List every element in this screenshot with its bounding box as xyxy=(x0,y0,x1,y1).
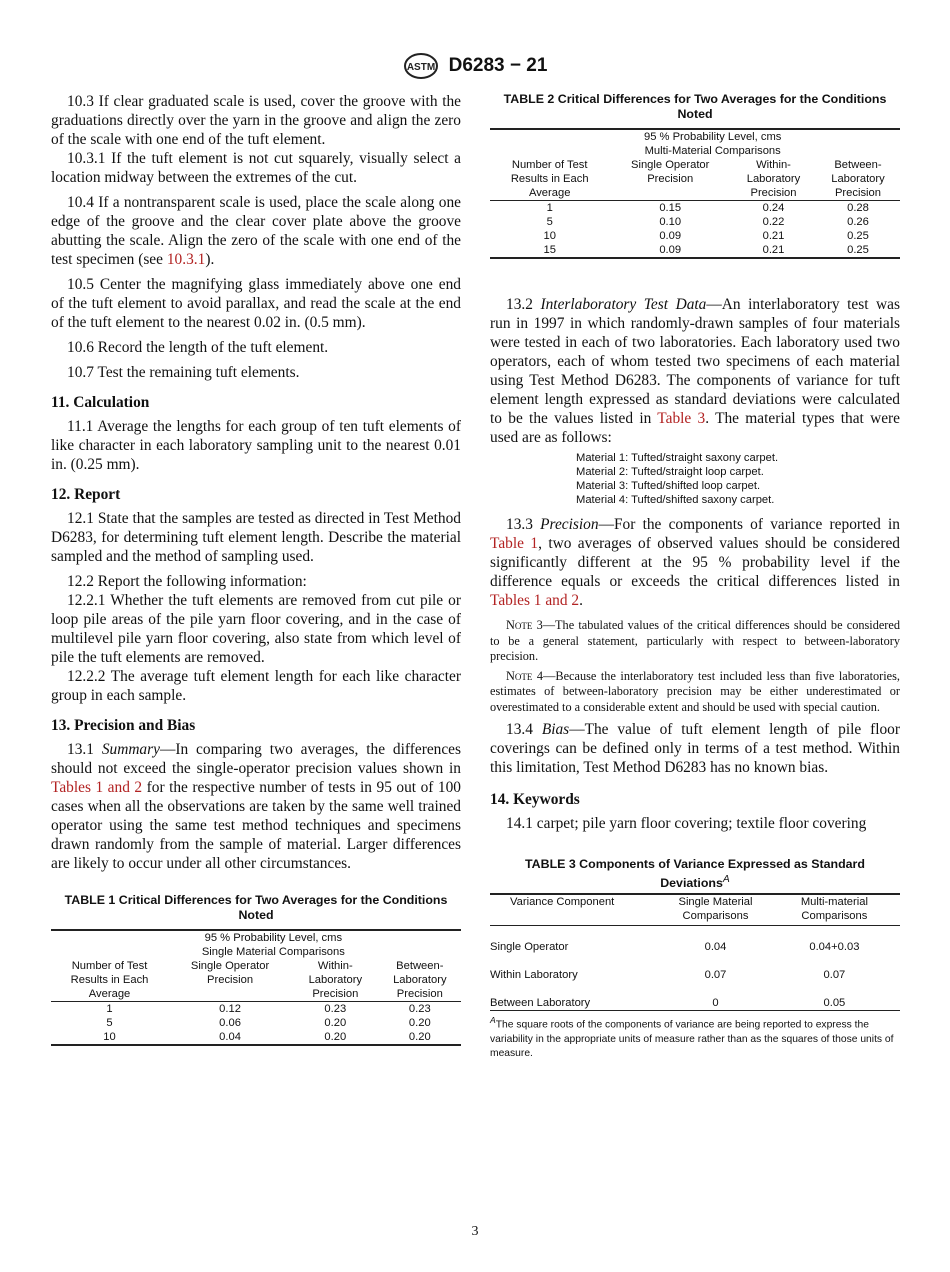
table-row: Between Laboratory 0 0.05 xyxy=(490,997,846,1010)
tables-link[interactable]: Tables 1 and 2 xyxy=(51,779,143,796)
table-2-grid xyxy=(490,128,900,259)
table-2 xyxy=(490,92,900,259)
table-header-cell: Single Operator xyxy=(190,960,270,972)
table-header-cell: Precision xyxy=(647,173,694,185)
table-2-title: TABLE 2 Critical Differences for Two Averages for the Conditions Noted xyxy=(503,92,887,121)
table-header-cell: Within- xyxy=(317,960,353,972)
table-header-cell: 95 % Probability Level, cms xyxy=(204,932,343,944)
tables-link[interactable]: Tables 1 and 2 xyxy=(490,592,580,609)
table-header-cell: Average xyxy=(490,186,609,201)
table-3-footnote: $^A$The square roots of the components of variance are being reported to express the variability in the appropriate units of measure rather than as the squares of those units of measure. xyxy=(490,1015,894,1059)
document-id: D6283 − 21 xyxy=(448,55,548,76)
para-10-3: 10.3 If clear graduated scale is used, cover the groove with the graduations directly over the yarn in the groove and align the zero of the scale with one end of the tuft element. xyxy=(51,93,461,148)
table-header-cell: Precision xyxy=(816,186,900,201)
para-10-7: 10.7 Test the remaining tuft elements. xyxy=(67,364,300,381)
section-heading-12: 12. Report xyxy=(51,486,121,503)
table-header-cell: Single Operator xyxy=(631,159,710,171)
left-column xyxy=(51,92,461,1046)
list-item: Material 4: Tufted/shifted saxony carpet. xyxy=(576,494,775,506)
table-3 xyxy=(490,857,900,1061)
table-header-cell: Multi-Material Comparisons xyxy=(644,145,781,157)
table-header-cell: Laboratory xyxy=(831,173,885,185)
para-12-2-2: 12.2.2 The average tuft element length for each like character group in each sample. xyxy=(51,668,461,704)
materials-list xyxy=(490,451,900,507)
table-header-cell: Number of Test xyxy=(511,159,588,171)
para-11-1: 11.1 Average the lengths for each group of ten tuft elements of like character in each laboratory sampling unit to the nearest 0.01 in. (0.25 mm). xyxy=(51,418,461,473)
table-header-cell: Average xyxy=(51,987,168,1002)
table-header-cell: Laboratory xyxy=(308,974,363,986)
table-header-cell: Results in Each xyxy=(70,974,149,986)
table-1-title: TABLE 1 Critical Differences for Two Averages for the Conditions Noted xyxy=(64,893,448,922)
section-heading-13: 13. Precision and Bias xyxy=(51,717,196,734)
para-13-1: 13.1 Summary—In comparing two averages, the differences should not exceed the single-operator precision values shown in Tables 1 and 2 for the respective number of tests in 95 out of 100 cases when all the observations are taken by the same well trained operator using the same test method techniques and specimens drawn randomly from the sample of material. Larger differences are likely to occur under all other circumstances. xyxy=(51,741,461,872)
table-row: 1 0.15 0.24 0.28 xyxy=(546,202,869,214)
table-header-cell: Single Material Comparisons xyxy=(201,946,345,958)
section-link[interactable]: 10.3.1 xyxy=(166,251,206,268)
para-13-2: 13.2 Interlaboratory Test Data—An interlaboratory test was run in 1997 in which randomly-drawn samples of four materials were tested in each of two laboratories. Each laboratory used two operators, each of whom tested two specimens of each material using Test Method D6283. The components of variance for tuft element length expressed as standard deviations were calculated to be the values listed in Table 3. The material types that were used are as follows: xyxy=(490,296,900,446)
para-10-6: 10.6 Record the length of the tuft element. xyxy=(67,339,329,356)
table-3-title: TABLE 3 Components of Variance Expressed as Standard Deviations$^A$ xyxy=(525,857,865,891)
table-row: 15 0.09 0.21 0.25 xyxy=(543,244,869,256)
list-item: Material 2: Tufted/straight loop carpet. xyxy=(576,466,764,478)
astm-logo-icon xyxy=(403,52,439,80)
note-4: Note 4—Because the interlaboratory test included less than five laboratories, estimates of between-laboratory precision may be either underestimated or overestimated to a considerable extent and should be used with special caution. xyxy=(490,668,900,714)
table-1-grid xyxy=(51,929,461,1046)
table-header-cell: Results in Each xyxy=(510,173,589,185)
table-row: Within Laboratory 0.07 0.07 xyxy=(490,969,846,982)
table-header-cell: Between- xyxy=(834,159,882,171)
table-header-cell: 95 % Probability Level, cms xyxy=(643,131,782,143)
section-heading-14: 14. Keywords xyxy=(490,791,580,808)
table-header-cell: Multi-material xyxy=(800,896,868,909)
svg-text:ASTM: ASTM xyxy=(406,62,435,73)
para-12-1: 12.1 State that the samples are tested as directed in Test Method D6283, for determining tuft element length. Describe the material sampled and the method of sampling used. xyxy=(51,510,461,565)
para-14-1: 14.1 carpet; pile yarn floor covering; textile floor covering xyxy=(506,815,867,832)
table-header-cell: Precision xyxy=(731,186,816,201)
table-header-cell: Laboratory xyxy=(746,173,801,185)
table-header-cell: Variance Component xyxy=(510,896,615,909)
list-item: Material 3: Tufted/shifted loop carpet. xyxy=(576,480,761,492)
table-header-cell: Precision xyxy=(379,987,461,1002)
para-12-2-1: 12.2.1 Whether the tuft elements are removed from cut pile or loop pile areas of the pile yarn floor covering, and in the case of multilevel pile yarn floor covering, also state from which level of pile the tuft elements are removed. xyxy=(51,592,461,666)
page-number: 3 xyxy=(471,1224,479,1239)
table-header-cell: Comparisons xyxy=(662,909,769,926)
table-header-cell xyxy=(168,987,292,1002)
table-1-link[interactable]: Table 1 xyxy=(490,535,539,552)
right-column xyxy=(490,92,900,1061)
table-header-cell: Precision xyxy=(207,974,254,986)
table-row: 10 0.04 0.20 0.20 xyxy=(103,1031,431,1043)
table-row: 1 0.12 0.23 0.23 xyxy=(106,1003,431,1015)
table-row: Single Operator 0.04 0.04+0.03 xyxy=(490,941,860,954)
section-heading-11: 11. Calculation xyxy=(51,394,150,411)
table-header-cell: Laboratory xyxy=(393,974,447,986)
table-header-cell: Comparisons xyxy=(769,909,900,926)
para-10-5: 10.5 Center the magnifying glass immediately above one end of the tuft element to avoid parallax, and read the scale at the end of the tuft element to the nearest 0.02 in. (0.5 mm). xyxy=(51,276,461,331)
para-12-2: 12.2 Report the following information: xyxy=(67,573,307,590)
table-header-cell xyxy=(609,186,731,201)
table-header-cell: Between- xyxy=(396,960,444,972)
table-3-grid xyxy=(490,893,900,1011)
para-10-4: 10.4 If a nontransparent scale is used, place the scale along one edge of the groove and the clear cover plate above the groove abutting the scale. Align the zero of the scale with one end of the test specimen (see 10.3.1). xyxy=(51,194,461,268)
para-13-4: 13.4 Bias—The value of tuft element length of pile floor coverings can be defined only in terms of a test method. Within this limitation, Test Method D6283 has no known bias. xyxy=(490,721,901,776)
table-1 xyxy=(51,893,461,1046)
table-header-cell: Number of Test xyxy=(71,960,148,972)
list-item: Material 1: Tufted/straight saxony carpet. xyxy=(576,452,779,464)
para-10-3-1: 10.3.1 If the tuft element is not cut squarely, visually select a location midway between the extremes of the cut. xyxy=(51,150,461,186)
page-header xyxy=(0,52,950,80)
table-header-cell: Within- xyxy=(756,159,791,171)
table-row: 10 0.09 0.21 0.25 xyxy=(543,230,869,242)
table-3-link[interactable]: Table 3 xyxy=(657,410,706,427)
table-header-cell: Single Material xyxy=(678,896,753,909)
para-13-3: 13.3 Precision—For the components of variance reported in Table 1, two averages of observed values should be considered significantly different at the 95 % probability level if the difference equals or exceeds the critical differences listed in Tables 1 and 2. xyxy=(490,516,901,609)
table-row: 5 0.06 0.20 0.20 xyxy=(106,1017,431,1029)
note-3: Note 3—The tabulated values of the critical differences should be considered to be a general statement, particularly with respect to between-laboratory precision. xyxy=(490,618,900,663)
table-header-cell: Precision xyxy=(292,987,379,1002)
table-row: 5 0.10 0.22 0.26 xyxy=(546,216,869,228)
